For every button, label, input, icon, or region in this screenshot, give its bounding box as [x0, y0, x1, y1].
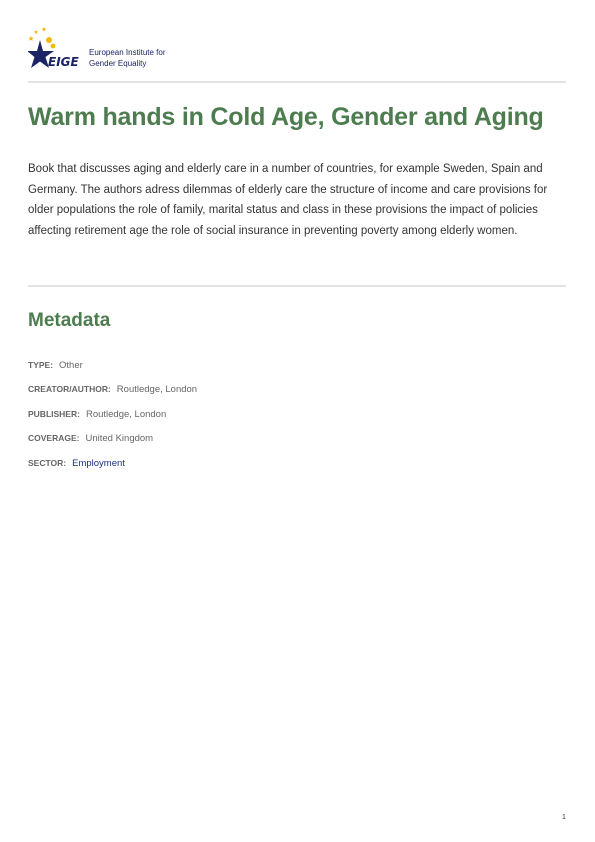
metadata-publisher-row — [28, 409, 166, 420]
document-description: Book that discusses aging and elderly care in a number of countries, for example Sweden, Spain and Germany. The authors adress dilemmas of elderly care the structure of income and care provisions for older populations the role of family, marital status and class in these provisions the impact of policies affecting retirement age the role of social insurance in preventing poverty among elderly women. — [28, 163, 548, 237]
metadata-sector-row — [28, 458, 125, 469]
metadata-creator-value: Routledge, London — [116, 384, 198, 395]
page-number: 1 — [562, 814, 566, 821]
metadata-sector-label: SECTOR: — [28, 458, 67, 468]
metadata-heading: Metadata — [28, 310, 111, 331]
eige-logo — [28, 26, 86, 72]
metadata-type-label: TYPE: — [28, 360, 54, 370]
metadata-sector-link[interactable]: Employment — [72, 458, 125, 469]
metadata-coverage-row — [28, 433, 153, 444]
section-divider — [28, 285, 566, 287]
logo-stars-icon — [28, 27, 55, 48]
institute-name — [89, 47, 166, 69]
header-divider — [28, 81, 566, 83]
institute-name-line2: Gender Equality — [89, 59, 147, 68]
logo-wordmark: EIGE — [48, 55, 79, 69]
metadata-coverage-label: COVERAGE: — [28, 433, 80, 443]
page-title: Warm hands in Cold Age, Gender and Aging — [28, 103, 544, 131]
metadata-creator-row — [28, 384, 197, 395]
institute-name-line1: European Institute for — [89, 48, 166, 57]
metadata-creator-label: CREATOR/AUTHOR: — [28, 384, 111, 394]
metadata-coverage-value: United Kingdom — [85, 433, 154, 444]
metadata-type-value: Other — [59, 360, 83, 371]
metadata-type-row — [28, 360, 83, 371]
metadata-publisher-label: PUBLISHER: — [28, 409, 80, 419]
metadata-publisher-value: Routledge, London — [85, 409, 167, 420]
page-header — [28, 26, 566, 72]
